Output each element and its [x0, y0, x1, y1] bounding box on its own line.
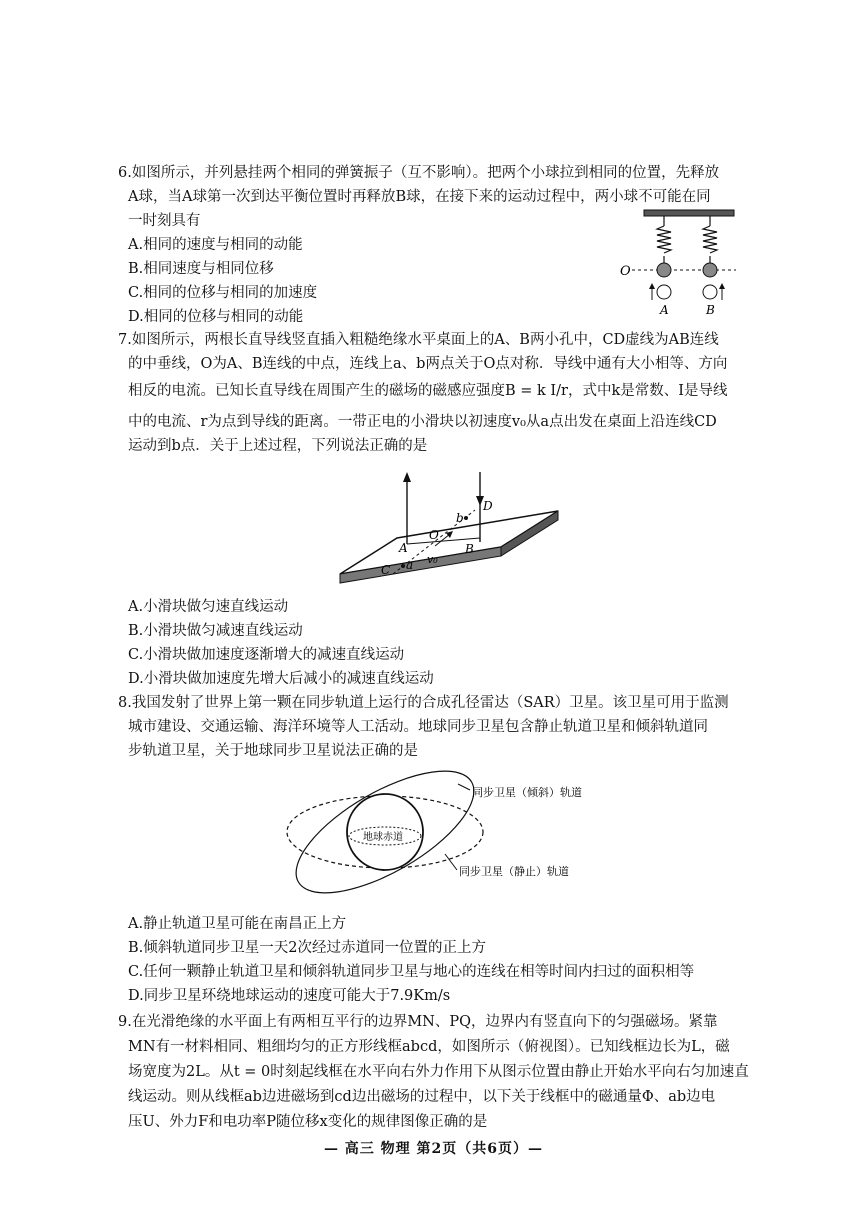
q7-option-d: D.小滑块做加速度先增大后减小的减速直线运动	[128, 671, 434, 687]
geostationary-orbit-label: 同步卫星（静止）轨道	[459, 865, 569, 878]
spring-a	[657, 216, 671, 264]
spring-b	[703, 216, 717, 264]
q8-option-b: B.倾斜轨道同步卫星一天2次经过赤道同一位置的正上方	[128, 940, 486, 956]
label-c: C	[381, 563, 391, 577]
label-a-upper: A	[399, 541, 408, 555]
label-o: O	[620, 264, 631, 279]
q8-orbit-figure	[285, 762, 605, 912]
q8-option-d: D.同步卫星环绕地球运动的速度可能大于7.9Km/s	[128, 988, 451, 1004]
q6-option-d: D.相同的位移与相同的动能	[128, 309, 304, 325]
q8-line-1: 8.我国发射了世界上第一颗在同步轨道上运行的合成孔径雷达（SAR）卫星。该卫星可用于监测	[118, 695, 729, 711]
q9-line-3: 场宽度为2L。从t = 0时刻起线框在水平向右外力作用下从图示位置由静止开始水平向右匀加速直	[128, 1064, 749, 1080]
q7-line-3: 相反的电流。已知长直导线在周围产生的磁场的磁感应强度B = k I/r，式中k是常数、I是导线	[128, 383, 728, 399]
q6-option-c: C.相同的位移与相同的加速度	[128, 285, 318, 301]
q9-line-4: 线运动。则从线框ab边进磁场到cd边出磁场的过程中，以下关于线框中的磁通量Φ、ab边电	[128, 1089, 716, 1105]
q7-option-a: A.小滑块做匀速直线运动	[128, 599, 289, 615]
q9-line-5: 压U、外力F和电功率P随位移x变化的规律图像正确的是	[128, 1114, 488, 1130]
q7-option-c: C.小滑块做加速度逐渐增大的减速直线运动	[128, 647, 405, 663]
q6-spring-figure	[610, 208, 740, 318]
q8-line-3: 步轨道卫星，关于地球同步卫星说法正确的是	[128, 743, 418, 759]
q6-line-1: 6.如图所示，并列悬挂两个相同的弹簧振子（互不影响）。把两个小球拉到相同的位置，先释放	[118, 165, 720, 181]
q7-option-b: B.小滑块做匀减速直线运动	[128, 623, 303, 639]
q7-line-5: 运动到b点．关于上述过程，下列说法正确的是	[128, 438, 428, 454]
label-v0: v₀	[427, 553, 438, 566]
label-b-lower: b	[456, 511, 464, 525]
q6-option-b: B.相同速度与相同位移	[128, 261, 274, 277]
q7-line-1: 7.如图所示，两根长直导线竖直插入粗糙绝缘水平桌面上的A、B两小孔中，CD虚线为AB连线	[118, 332, 719, 348]
page-footer: — 高三 物理 第2页（共6页）—	[323, 1141, 544, 1157]
label-a-lower: a	[406, 558, 414, 572]
q8-line-2: 城市建设、交通运输、海洋环境等人工活动。地球同步卫星包含静止轨道卫星和倾斜轨道同	[128, 719, 708, 735]
label-b-upper: B	[465, 542, 474, 556]
q9-line-1: 9.在光滑绝缘的水平面上有两相互平行的边界MN、PQ，边界内有竖直向下的匀强磁场。紧靠	[118, 1014, 718, 1030]
q6-line-3: 一时刻具有	[128, 213, 201, 229]
equator-label: 地球赤道	[363, 832, 403, 843]
q7-wire-figure	[335, 466, 565, 591]
label-d: D	[483, 499, 493, 513]
q6-option-a: A.相同的速度与相同的动能	[128, 237, 303, 253]
q6-line-2: A球，当A球第一次到达平衡位置时再释放B球，在接下来的运动过程中，两小球不可能在同	[128, 189, 711, 205]
label-o: O	[429, 528, 439, 542]
q7-line-2: 的中垂线，O为A、B连线的中点，连线上a、b两点关于O点对称．导线中通有大小相等、方向	[128, 356, 728, 372]
label-a: A	[660, 303, 669, 317]
inclined-orbit-label: 同步卫星（倾斜）轨道	[472, 786, 582, 799]
q9-line-2: MN有一材料相同、粗细均匀的正方形线框abcd，如图所示（俯视图）。已知线框边长为L，磁	[128, 1039, 730, 1055]
q8-option-c: C.任何一颗静止轨道卫星和倾斜轨道同步卫星与地心的连线在相等时间内扫过的面积相等	[128, 964, 695, 980]
q8-option-a: A.静止轨道卫星可能在南昌正上方	[128, 916, 347, 932]
label-b: B	[706, 303, 715, 317]
q7-line-4: 中的电流、r为点到导线的距离。一带正电的小滑块以初速度v₀从a点出发在桌面上沿连线CD	[128, 414, 717, 430]
